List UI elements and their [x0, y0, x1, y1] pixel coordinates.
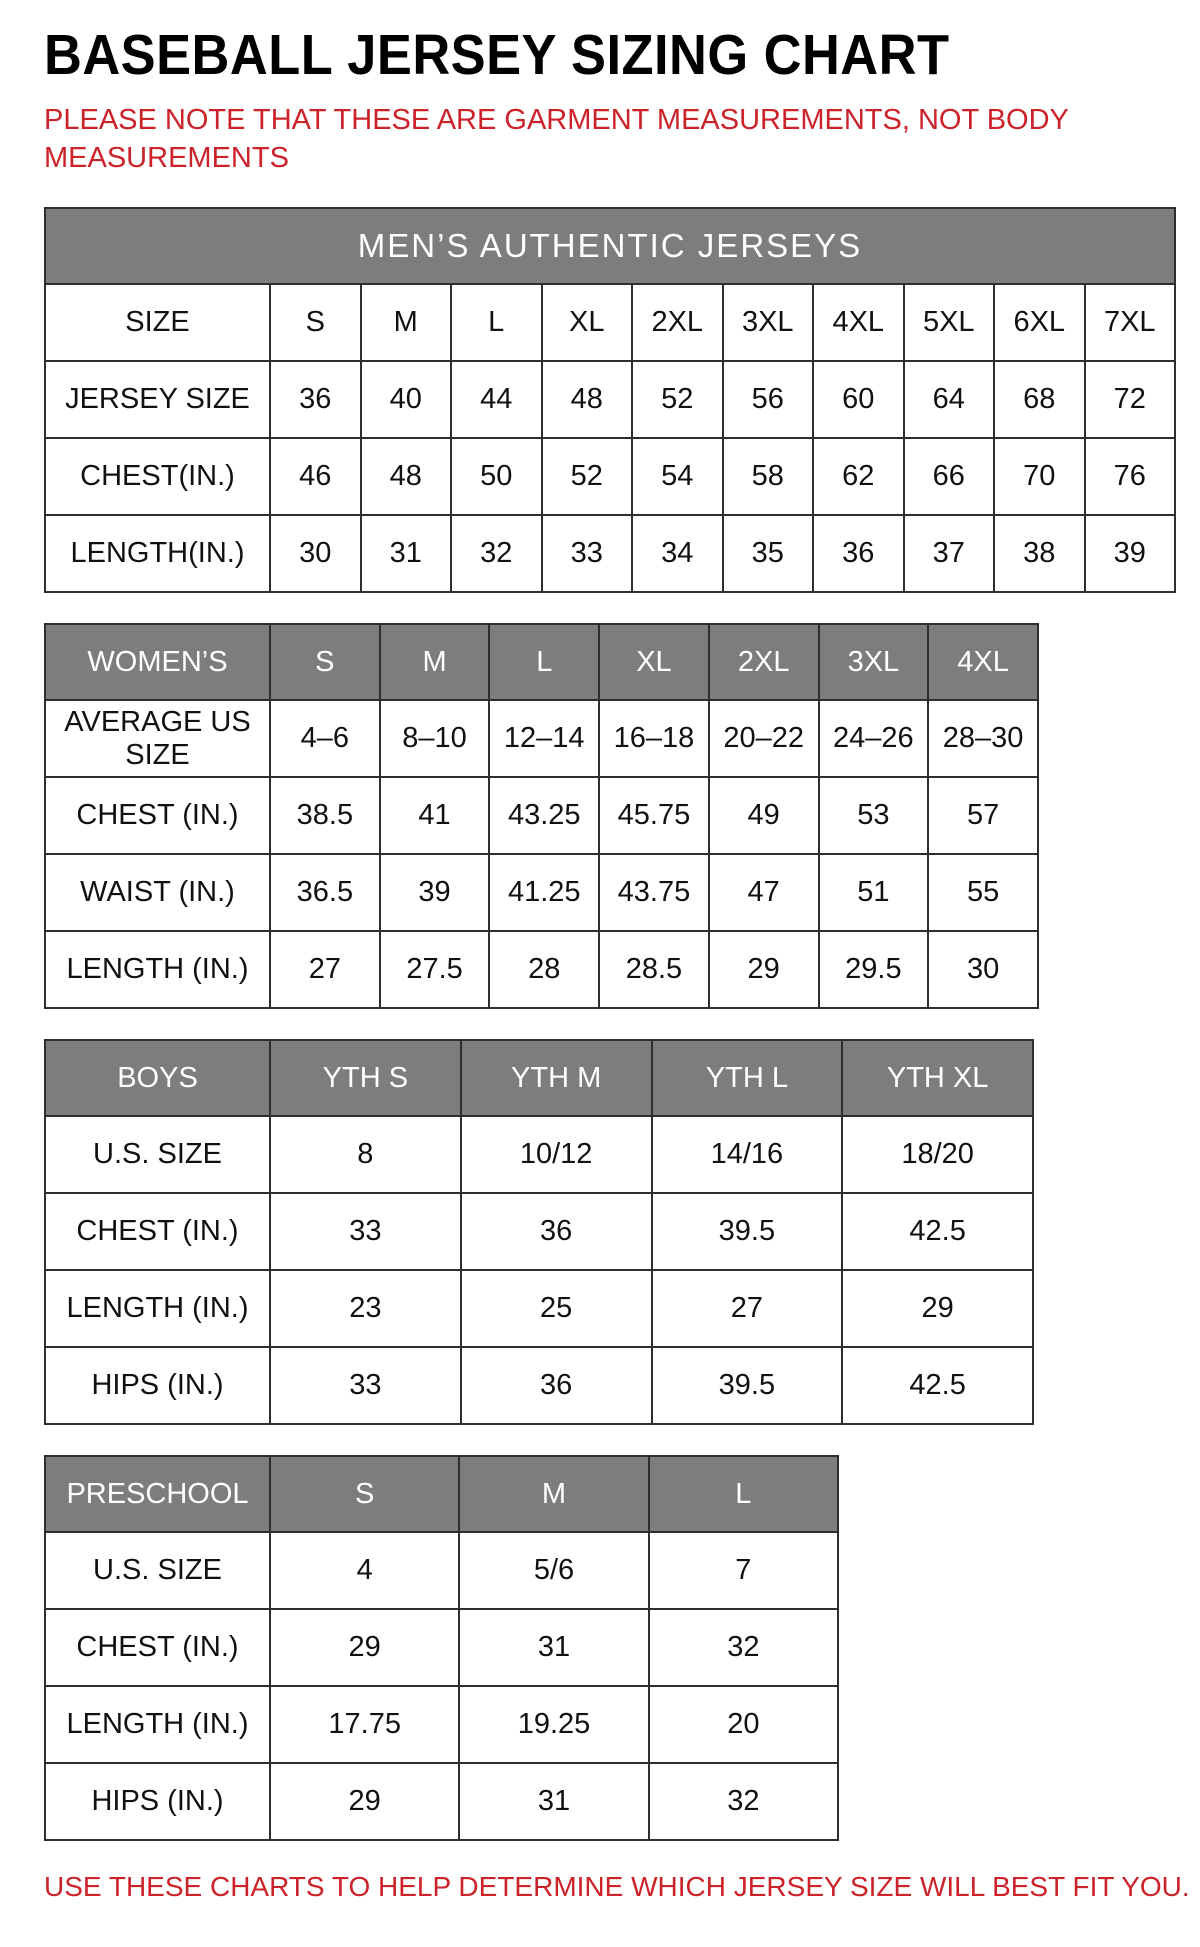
measurement-value: 36.5: [270, 854, 380, 931]
measurement-value: 33: [270, 1193, 461, 1270]
measurement-value: 52: [542, 438, 633, 515]
size-header-cell: YTH M: [461, 1040, 652, 1116]
measurement-value: 10/12: [461, 1116, 652, 1193]
measurement-value: 46: [270, 438, 361, 515]
row-label: LENGTH (IN.): [45, 931, 270, 1008]
size-header-cell: 3XL: [819, 624, 929, 700]
table-row: [45, 1609, 838, 1686]
measurement-value: 48: [361, 438, 452, 515]
size-header-cell: L: [649, 1456, 838, 1532]
measurement-value: 6XL: [994, 284, 1085, 361]
row-label: HIPS (IN.): [45, 1347, 270, 1424]
table-row: [45, 1347, 1033, 1424]
mens-banner-row: [45, 208, 1175, 284]
measurement-value: 7XL: [1085, 284, 1176, 361]
size-header-cell: 2XL: [709, 624, 819, 700]
measurement-value: 56: [723, 361, 814, 438]
measurement-value: 19.25: [459, 1686, 648, 1763]
measurement-value: 54: [632, 438, 723, 515]
measurement-value: 70: [994, 438, 1085, 515]
row-label: CHEST (IN.): [45, 777, 270, 854]
row-label: JERSEY SIZE: [45, 361, 270, 438]
garment-measurement-note: PLEASE NOTE THAT THESE ARE GARMENT MEASUREMENTS, NOT BODY MEASUREMENTS: [44, 104, 1069, 174]
measurement-value: 31: [361, 515, 452, 592]
measurement-value: 32: [649, 1763, 838, 1840]
measurement-value: 62: [813, 438, 904, 515]
measurement-value: 52: [632, 361, 723, 438]
measurement-value: 7: [649, 1532, 838, 1609]
measurement-value: 29: [842, 1270, 1033, 1347]
measurement-value: 5XL: [904, 284, 995, 361]
measurement-value: 14/16: [652, 1116, 843, 1193]
measurement-value: 35: [723, 515, 814, 592]
measurement-value: 34: [632, 515, 723, 592]
measurement-value: 16–18: [599, 700, 709, 777]
row-label: CHEST (IN.): [45, 1609, 270, 1686]
row-label: U.S. SIZE: [45, 1116, 270, 1193]
measurement-value: 39: [1085, 515, 1176, 592]
table-row: [45, 438, 1175, 515]
measurement-value: 3XL: [723, 284, 814, 361]
measurement-value: 72: [1085, 361, 1176, 438]
measurement-value: 39.5: [652, 1347, 843, 1424]
measurement-value: 43.25: [489, 777, 599, 854]
table-row: [45, 515, 1175, 592]
size-header-cell: YTH XL: [842, 1040, 1033, 1116]
measurement-value: 55: [928, 854, 1038, 931]
measurement-value: 36: [461, 1193, 652, 1270]
row-label: CHEST(IN.): [45, 438, 270, 515]
row-label: LENGTH(IN.): [45, 515, 270, 592]
measurement-value: 8: [270, 1116, 461, 1193]
measurement-value: 53: [819, 777, 929, 854]
measurement-value: 39: [380, 854, 490, 931]
measurement-value: 29: [270, 1609, 459, 1686]
measurement-value: 32: [451, 515, 542, 592]
table-row: [45, 1763, 838, 1840]
measurement-value: 8–10: [380, 700, 490, 777]
measurement-value: 2XL: [632, 284, 723, 361]
measurement-value: 51: [819, 854, 929, 931]
measurement-value: 23: [270, 1270, 461, 1347]
measurement-value: 28: [489, 931, 599, 1008]
measurement-value: 40: [361, 361, 452, 438]
table-row: [45, 1270, 1033, 1347]
measurement-value: 39.5: [652, 1193, 843, 1270]
measurement-value: 30: [270, 515, 361, 592]
measurement-value: 38: [994, 515, 1085, 592]
womens-sizing-table: [44, 623, 1039, 1009]
measurement-value: 41: [380, 777, 490, 854]
measurement-value: 38.5: [270, 777, 380, 854]
measurement-value: 48: [542, 361, 633, 438]
measurement-value: 36: [461, 1347, 652, 1424]
measurement-value: 41.25: [489, 854, 599, 931]
measurement-value: 36: [270, 361, 361, 438]
measurement-value: 43.75: [599, 854, 709, 931]
row-label: WAIST (IN.): [45, 854, 270, 931]
measurement-value: 12–14: [489, 700, 599, 777]
size-header-cell: YTH S: [270, 1040, 461, 1116]
mens-sizing-table: [44, 207, 1176, 593]
measurement-value: 29.5: [819, 931, 929, 1008]
measurement-value: 45.75: [599, 777, 709, 854]
measurement-value: 27.5: [380, 931, 490, 1008]
measurement-value: 76: [1085, 438, 1176, 515]
measurement-value: 5/6: [459, 1532, 648, 1609]
measurement-value: 24–26: [819, 700, 929, 777]
table-row: [45, 931, 1038, 1008]
page-title: BASEBALL JERSEY SIZING CHART: [44, 23, 950, 87]
measurement-value: 37: [904, 515, 995, 592]
table-row: [45, 284, 1175, 361]
measurement-value: XL: [542, 284, 633, 361]
boys-sizing-table: [44, 1039, 1034, 1425]
boys-header-row: [45, 1040, 1033, 1116]
preschool-header-row: [45, 1456, 838, 1532]
measurement-value: 29: [709, 931, 819, 1008]
measurement-value: 32: [649, 1609, 838, 1686]
preschool-header-label: PRESCHOOL: [45, 1456, 270, 1532]
size-header-cell: M: [459, 1456, 648, 1532]
table-row: [45, 1532, 838, 1609]
measurement-value: 27: [652, 1270, 843, 1347]
size-header-cell: L: [489, 624, 599, 700]
measurement-value: 4: [270, 1532, 459, 1609]
measurement-value: 4XL: [813, 284, 904, 361]
measurement-value: 25: [461, 1270, 652, 1347]
measurement-value: M: [361, 284, 452, 361]
row-label: CHEST (IN.): [45, 1193, 270, 1270]
measurement-value: 20–22: [709, 700, 819, 777]
measurement-value: 28.5: [599, 931, 709, 1008]
measurement-value: 28–30: [928, 700, 1038, 777]
row-label: LENGTH (IN.): [45, 1686, 270, 1763]
row-label: LENGTH (IN.): [45, 1270, 270, 1347]
measurement-value: 66: [904, 438, 995, 515]
measurement-value: 33: [542, 515, 633, 592]
fit-advice-footer: USE THESE CHARTS TO HELP DETERMINE WHICH JERSEY SIZE WILL BEST FIT YOU.: [44, 1871, 1190, 1903]
table-row: [45, 1193, 1033, 1270]
measurement-value: 64: [904, 361, 995, 438]
measurement-value: S: [270, 284, 361, 361]
size-header-cell: 4XL: [928, 624, 1038, 700]
measurement-value: 47: [709, 854, 819, 931]
table-row: [45, 361, 1175, 438]
measurement-value: 49: [709, 777, 819, 854]
measurement-value: 42.5: [842, 1193, 1033, 1270]
measurement-value: 18/20: [842, 1116, 1033, 1193]
measurement-value: 68: [994, 361, 1085, 438]
row-label: SIZE: [45, 284, 270, 361]
measurement-value: 33: [270, 1347, 461, 1424]
womens-header-label: WOMEN’S: [45, 624, 270, 700]
measurement-value: 60: [813, 361, 904, 438]
table-row: [45, 777, 1038, 854]
size-header-cell: S: [270, 624, 380, 700]
measurement-value: 50: [451, 438, 542, 515]
row-label: HIPS (IN.): [45, 1763, 270, 1840]
measurement-value: 20: [649, 1686, 838, 1763]
table-row: [45, 1686, 838, 1763]
measurement-value: 27: [270, 931, 380, 1008]
measurement-value: 4–6: [270, 700, 380, 777]
measurement-value: L: [451, 284, 542, 361]
measurement-value: 30: [928, 931, 1038, 1008]
womens-header-row: [45, 624, 1038, 700]
measurement-value: 29: [270, 1763, 459, 1840]
row-label: U.S. SIZE: [45, 1532, 270, 1609]
size-header-cell: XL: [599, 624, 709, 700]
row-label: AVERAGE US SIZE: [45, 700, 270, 777]
table-row: [45, 854, 1038, 931]
size-header-cell: YTH L: [652, 1040, 843, 1116]
measurement-value: 57: [928, 777, 1038, 854]
table-row: [45, 1116, 1033, 1193]
size-header-cell: S: [270, 1456, 459, 1532]
boys-header-label: BOYS: [45, 1040, 270, 1116]
table-row: [45, 700, 1038, 777]
measurement-value: 58: [723, 438, 814, 515]
measurement-value: 31: [459, 1763, 648, 1840]
mens-banner: MEN’S AUTHENTIC JERSEYS: [45, 208, 1175, 284]
measurement-value: 36: [813, 515, 904, 592]
preschool-sizing-table: [44, 1455, 839, 1841]
measurement-value: 44: [451, 361, 542, 438]
measurement-value: 31: [459, 1609, 648, 1686]
size-header-cell: M: [380, 624, 490, 700]
measurement-value: 17.75: [270, 1686, 459, 1763]
measurement-value: 42.5: [842, 1347, 1033, 1424]
